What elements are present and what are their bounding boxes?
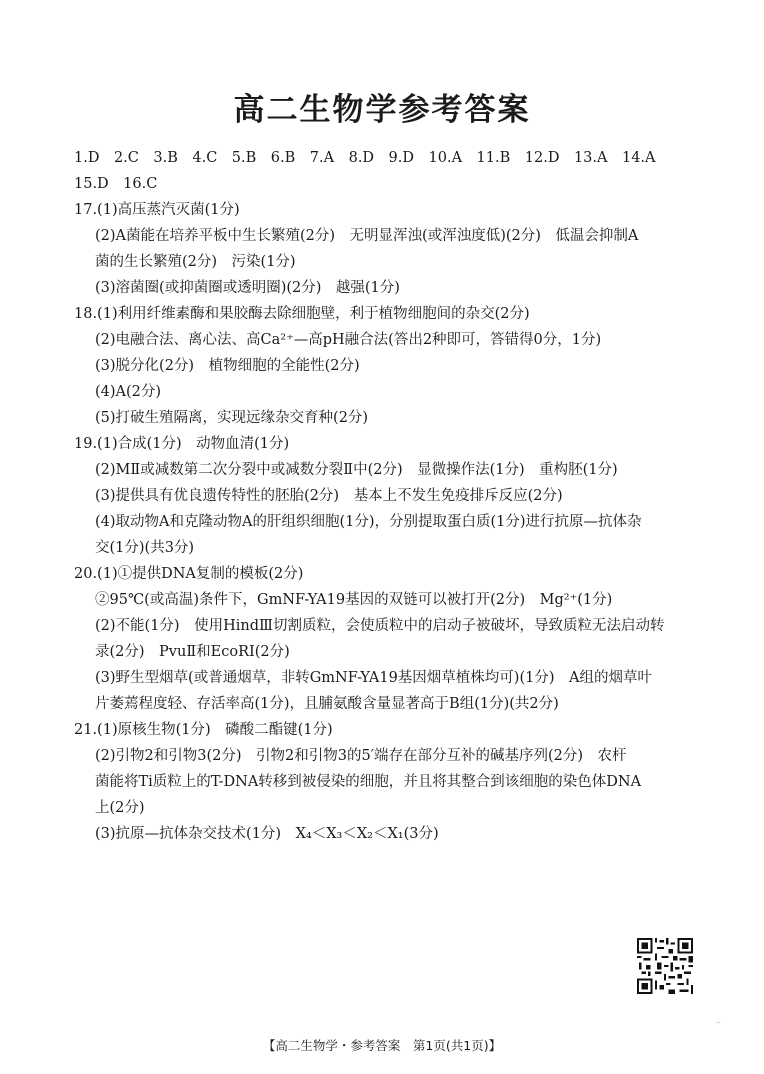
answer-line: (3)抗原—抗体杂交技术(1分) X₄＜X₃＜X₂＜X₁(3分) [95,826,439,842]
answer-line: (5)打破生殖隔离，实现远缘杂交育种(2分) [95,410,369,426]
answer-line: (2)MⅡ或减数第二次分裂中或减数分裂Ⅱ中(2分) 显微操作法(1分) 重构胚(1分) [95,462,618,478]
answer-line: ②95℃(或高温)条件下，GmNF-YA19基因的双链可以被打开(2分) Mg²⁺(1分) [95,592,613,608]
answer-line: 菌的生长繁殖(2分) 污染(1分) [95,254,296,270]
answer-line: 交(1分)(共3分) [95,540,195,556]
answer-line: (4)取动物A和克隆动物A的肝组织细胞(1分)，分别提取蛋白质(1分)进行抗原—抗体杂 [95,514,642,530]
qr-code-icon [637,938,693,994]
answer-line: 上(2分) [95,800,145,816]
answer-line: 菌能将Ti质粒上的T-DNA转移到被侵染的细胞，并且将其整合到该细胞的染色体DNA [95,774,642,790]
answer-line: 片萎蔫程度轻、存活率高(1分)，且脯氨酸含量显著高于B组(1分)(共2分) [95,696,559,712]
answer-line: 录(2分) PvuⅡ和EcoRⅠ(2分) [95,644,290,660]
page-footer: 【高二生物学・参考答案 第1页(共1页)】 [262,1038,502,1053]
page-title: 高二生物学参考答案 [233,92,531,128]
answer-line: 15.D 16.C [74,176,158,192]
answer-line: (3)脱分化(2分) 植物细胞的全能性(2分) [95,358,360,374]
answer-line: (3)野生型烟草(或普通烟草，非转GmNF-YA19基因烟草植株均可)(1分) A组的烟草叶 [95,670,652,686]
answer-line: 21.(1)原核生物(1分) 磷酸二酯键(1分) [74,722,333,738]
answer-line: 20.(1)①提供DNA复制的模板(2分) [74,566,304,582]
answer-line: 19.(1)合成(1分) 动物血清(1分) [74,436,290,452]
answer-line: 1.D 2.C 3.B 4.C 5.B 6.B 7.A 8.D 9.D 10.A 11.B 12.D 13.A 14.A [74,150,656,166]
answer-line: (3)溶菌圈(或抑菌圈或透明圈)(2分) 越强(1分) [95,280,400,296]
answer-line: (2)A菌能在培养平板中生长繁殖(2分) 无明显浑浊(或浑浊度低)(2分) 低温会抑制A [95,228,639,244]
answer-line: (2)引物2和引物3(2分) 引物2和引物3的5′端存在部分互补的碱基序列(2分) 农杆 [95,748,627,764]
answer-line: 18.(1)利用纤维素酶和果胶酶去除细胞壁，利于植物细胞间的杂交(2分) [74,306,530,322]
answer-line: (2)不能(1分) 使用HindⅢ切割质粒，会使质粒中的启动子被破坏，导致质粒无法启动转 [95,618,665,634]
answer-line: (4)A(2分) [95,384,162,400]
answer-line: (2)电融合法、离心法、高Ca²⁺—高pH融合法(答出2种即可，答错得0分，1分) [95,332,602,348]
answer-line: 17.(1)高压蒸汽灭菌(1分) [74,202,240,218]
scan-mark: .. [716,1016,722,1025]
answer-line: (3)提供具有优良遗传特性的胚胎(2分) 基本上不发生免疫排斥反应(2分) [95,488,563,504]
